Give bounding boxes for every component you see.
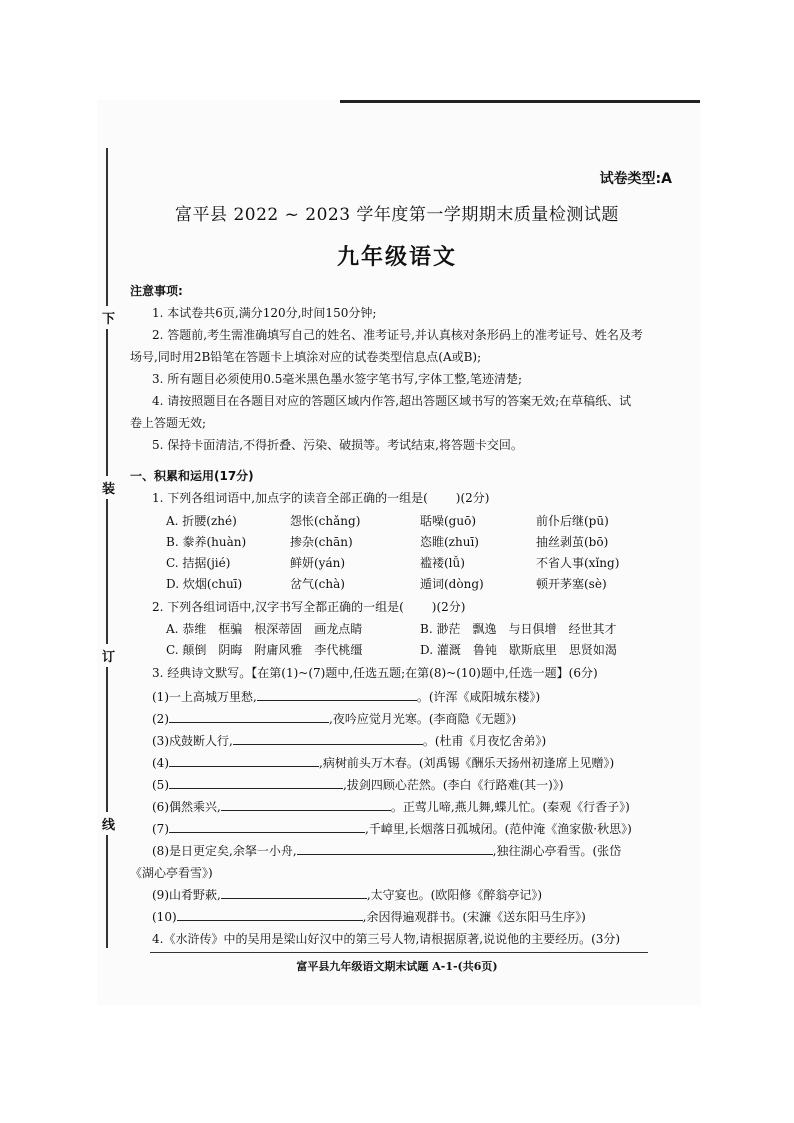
q1-b-3: 恣睢(zhuī)	[420, 535, 479, 549]
notice-item-2-cont: 场号,同时用2B铅笔在答题卡上填涂对应的试卷类型信息点(A或B);	[130, 350, 482, 364]
q3-line-1: (1)一上高城万里愁, 。(许浑《咸阳城东楼》)	[152, 690, 541, 704]
q3-line-5: (5) ,拔剑四顾心茫然。(李白《行路难(其一)》)	[152, 778, 564, 792]
q1-d-1: D. 炊烟(chuī)	[166, 577, 243, 591]
q2-stem: 2. 下列各组词语中,汉字书写全都正确的一组是( )(2分)	[152, 600, 466, 614]
section1-heading: 一、积累和运用(17分)	[130, 469, 254, 483]
q1-c-2: 鲜妍(yán)	[290, 556, 346, 570]
page-footer: 富平县九年级语文期末试题 A-1-(共6页)	[296, 960, 498, 973]
q1-a-4: 前仆后继(pū)	[536, 514, 609, 528]
q1-d-2: 岔气(chà)	[290, 577, 345, 591]
binding-mark-ding: 订	[102, 644, 115, 667]
q1-b-1: B. 豢养(huàn)	[166, 535, 247, 549]
notice-item-3: 3. 所有题目必须使用0.5毫米黑色墨水签字笔书写,字体工整,笔迹清楚;	[152, 372, 523, 386]
q3-line-10: (10) ,余因得遍观群书。(宋濂《送东阳马生序》)	[152, 910, 586, 924]
q3-line-8-cont: 《湖心亭看雪》)	[130, 866, 213, 880]
subject-title: 九年级语文	[336, 245, 457, 270]
footer-line	[150, 952, 648, 953]
q2-b: B. 渺茫 飘逸 与日俱增 经世其才	[420, 622, 617, 636]
binding-mark-zhuang: 装	[102, 476, 115, 499]
notice-item-4: 4. 请按照题目在各题目对应的答题区域内作答,超出答题区域书写的答案无效;在草稿纸、试	[152, 394, 632, 408]
q3-line-9: (9)山肴野蔌, ,太守宴也。(欧阳修《醉翁亭记》)	[152, 888, 543, 902]
q1-c-1: C. 拮据(jié)	[166, 556, 231, 570]
binding-mark-xia: 下	[102, 306, 115, 329]
q1-stem: 1. 下列各组词语中,加点字的读音全部正确的一组是( )(2分)	[152, 491, 490, 505]
q1-d-4: 顿开茅塞(sè)	[536, 577, 607, 591]
exam-title: 富平县 2022 ~ 2023 学年度第一学期期末质量检测试题	[175, 205, 619, 225]
notice-item-5: 5. 保持卡面清洁,不得折叠、污染、破损等。考试结束,将答题卡交回。	[152, 438, 523, 452]
binding-mark-xian: 线	[102, 812, 115, 835]
q1-a-3: 聒噪(guō)	[420, 514, 476, 528]
q3-line-7: (7) ,千嶂里,长烟落日孤城闭。(范仲淹《渔家傲·秋思》)	[152, 822, 632, 836]
q1-b-4: 抽丝剥茧(bō)	[536, 535, 609, 549]
q3-line-3: (3)戍鼓断人行, 。(杜甫《月夜忆舍弟》)	[152, 734, 547, 748]
q1-d-3: 遁词(dòng)	[420, 577, 484, 591]
q1-b-2: 掺杂(chān)	[290, 535, 353, 549]
q2-a: A. 恭维 框骗 根深蒂固 画龙点睛	[166, 622, 363, 636]
q3-line-8: (8)是日更定矣,余拏一小舟, ,独往湖心亭看雪。(张岱	[152, 844, 622, 858]
q1-a-2: 怨怅(chǎng)	[290, 514, 361, 528]
notice-item-2: 2. 答题前,考生需准确填写自己的姓名、准考证号,并认真核对条形码上的准考证号、姓名及考	[152, 328, 643, 342]
paper-type: 试卷类型:A	[599, 171, 672, 187]
top-border-line	[340, 100, 700, 103]
q2-c: C. 颠倒 阴晦 附庸风雅 李代桃缰	[166, 643, 363, 657]
q3-stem: 3. 经典诗文默写。【在第(1)~(7)题中,任选五题;在第(8)~(10)题中,任选一题】(6分)	[152, 666, 598, 680]
notice-item-4-cont: 卷上答题无效;	[130, 416, 207, 430]
q4-stem: 4.《水浒传》中的吴用是梁山好汉中的第三号人物,请根据原著,说说他的主要经历。(3分)	[152, 932, 621, 946]
notice-heading: 注意事项:	[130, 284, 183, 298]
q1-c-3: 褴褛(lǚ)	[420, 556, 465, 570]
q1-c-4: 不省人事(xǐng)	[536, 556, 620, 570]
q3-line-4: (4) ,病树前头万木春。(刘禹锡《酬乐天扬州初逢席上见赠》)	[152, 756, 615, 770]
q1-a-1: A. 折腰(zhé)	[166, 514, 237, 528]
q2-d: D. 灌溉 鲁钝 歇斯底里 思贤如渴	[420, 643, 617, 657]
q3-line-6: (6)偶然乘兴, 。正莺儿啼,燕儿舞,蝶儿忙。(秦观《行香子》)	[152, 800, 630, 814]
q3-line-2: (2) ,夜吟应觉月光寒。(李商隐《无题》)	[152, 712, 517, 726]
notice-item-1: 1. 本试卷共6页,满分120分,时间150分钟;	[152, 306, 377, 320]
